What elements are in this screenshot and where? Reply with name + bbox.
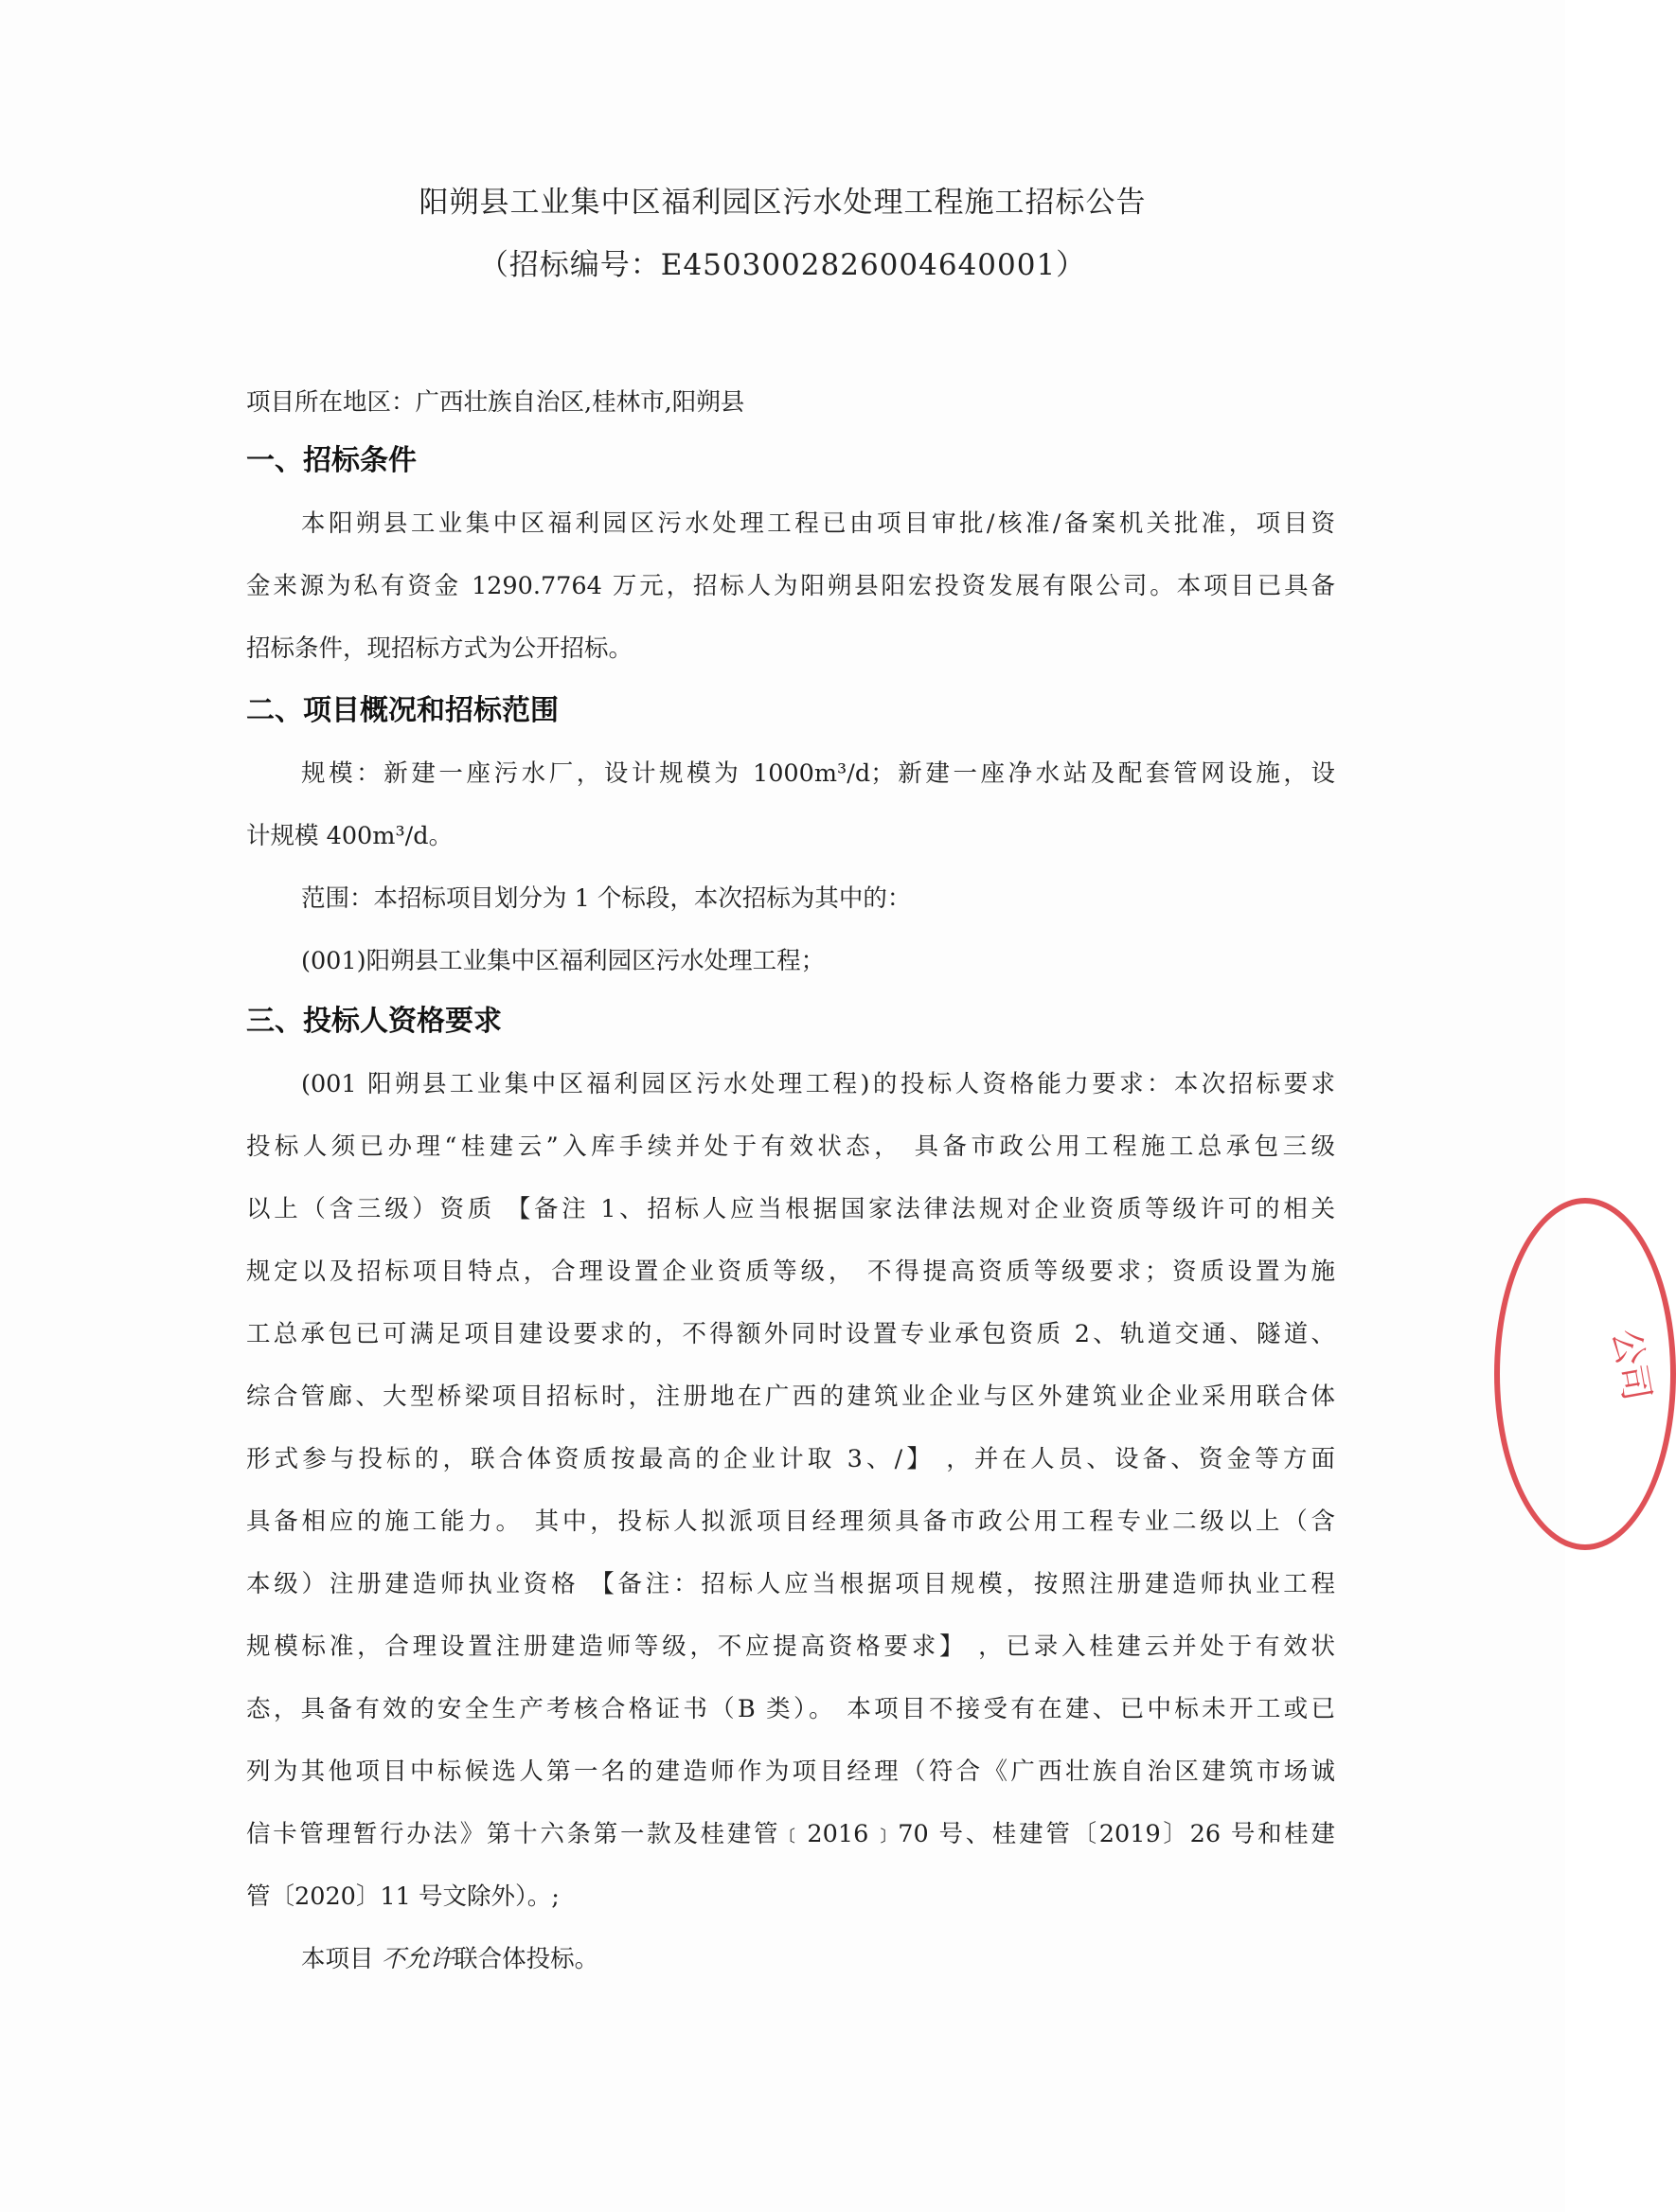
section-1-paragraph-line: 本阳朔县工业集中区福利园区污水处理工程已由项目审批/核准/备案机关批准，项目资 (301, 509, 1335, 538)
section-3-paragraph-line: 投标人须已办理“桂建云”入库手续并处于有效状态， 具备市政公用工程施工总承包三级 (246, 1133, 1335, 1161)
section-3-paragraph-line: 规模标准，合理设置注册建造师等级，不应提高资格要求】 ，已录入桂建云并处于有效状 (246, 1632, 1335, 1661)
consortium-statement (301, 1943, 1390, 1975)
section-1-paragraph-line: 金来源为私有资金 1290.7764 万元，招标人为阳朔县阳宏投资发展有限公司。本项目已具备 (246, 572, 1335, 600)
section-1-paragraph-line: 招标条件，现招标方式为公开招标。 (246, 634, 633, 663)
consortium-suffix: 联合体投标。 (454, 1945, 599, 1973)
section-2-paragraph-line: 计规模 400m³/d。 (246, 822, 454, 850)
section-3-paragraph-line: 规定以及招标项目特点，合理设置企业资质等级， 不得提高资质等级要求；资质设置为施 (246, 1258, 1335, 1286)
section-3-paragraph-line: 态，具备有效的安全生产考核合格证书（B 类）。 本项目不接受有在建、已中标未开工或已 (246, 1695, 1335, 1723)
section-3-paragraph-line: 综合管廊、大型桥梁项目招标时，注册地在广西的建筑业企业与区外建筑业企业采用联合体 (246, 1382, 1335, 1411)
section-3-paragraph-line: 信卡管理暂行办法》第十六条第一款及桂建管﹝2016﹞70 号、桂建管〔2019〕26 号和桂建 (246, 1820, 1335, 1848)
section-1-heading: 一、招标条件 (246, 444, 417, 477)
document-title: 阳朔县工业集中区福利园区污水处理工程施工招标公告 (419, 186, 1147, 220)
section-3-paragraph-line: 以上（含三级）资质 【备注 1、招标人应当根据国家法律法规对企业资质等级许可的相关 (246, 1195, 1335, 1223)
section-3-paragraph-line: 列为其他项目中标候选人第一名的建造师作为项目经理（符合《广西壮族自治区建筑市场诚 (246, 1757, 1335, 1786)
section-2-paragraph-line: (001)阳朔县工业集中区福利园区污水处理工程； (301, 947, 826, 975)
section-2-paragraph-line: 范围：本招标项目划分为 1 个标段，本次招标为其中的： (301, 884, 912, 913)
consortium-prefix: 本项目 (301, 1945, 382, 1973)
section-3-paragraph-line: 具备相应的施工能力。 其中，投标人拟派项目经理须具备市政公用工程专业二级以上（含 (246, 1507, 1335, 1536)
section-2-paragraph-line: 规模：新建一座污水厂，设计规模为 1000m³/d；新建一座净水站及配套管网设施，设 (301, 759, 1335, 788)
official-seal-text: 公司 (1604, 1326, 1659, 1404)
section-3-paragraph-line: 形式参与投标的，联合体资质按最高的企业计取 3、/】 ，并在人员、设备、资金等方面 (246, 1445, 1335, 1473)
section-3-heading: 三、投标人资格要求 (246, 1005, 502, 1038)
section-3-paragraph-line: 本级）注册建造师执业资格 【备注：招标人应当根据项目规模，按照注册建造师执业工程 (246, 1570, 1335, 1598)
section-3-paragraph-line: 工总承包已可满足项目建设要求的，不得额外同时设置专业承包资质 2、轨道交通、隧道、 (246, 1320, 1335, 1348)
tender-number: （招标编号：E4503002826004640001） (478, 248, 1087, 282)
section-2-heading: 二、项目概况和招标范围 (246, 694, 559, 727)
section-3-paragraph-line: 管〔2020〕11 号文除外）。; (246, 1882, 560, 1911)
section-3-paragraph-line: (001 阳朔县工业集中区福利园区污水处理工程)的投标人资格能力要求：本次招标要求 (301, 1070, 1335, 1098)
consortium-not-allowed: 不允许 (381, 1945, 455, 1973)
project-location: 项目所在地区：广西壮族自治区,桂林市,阳朔县 (246, 388, 745, 417)
